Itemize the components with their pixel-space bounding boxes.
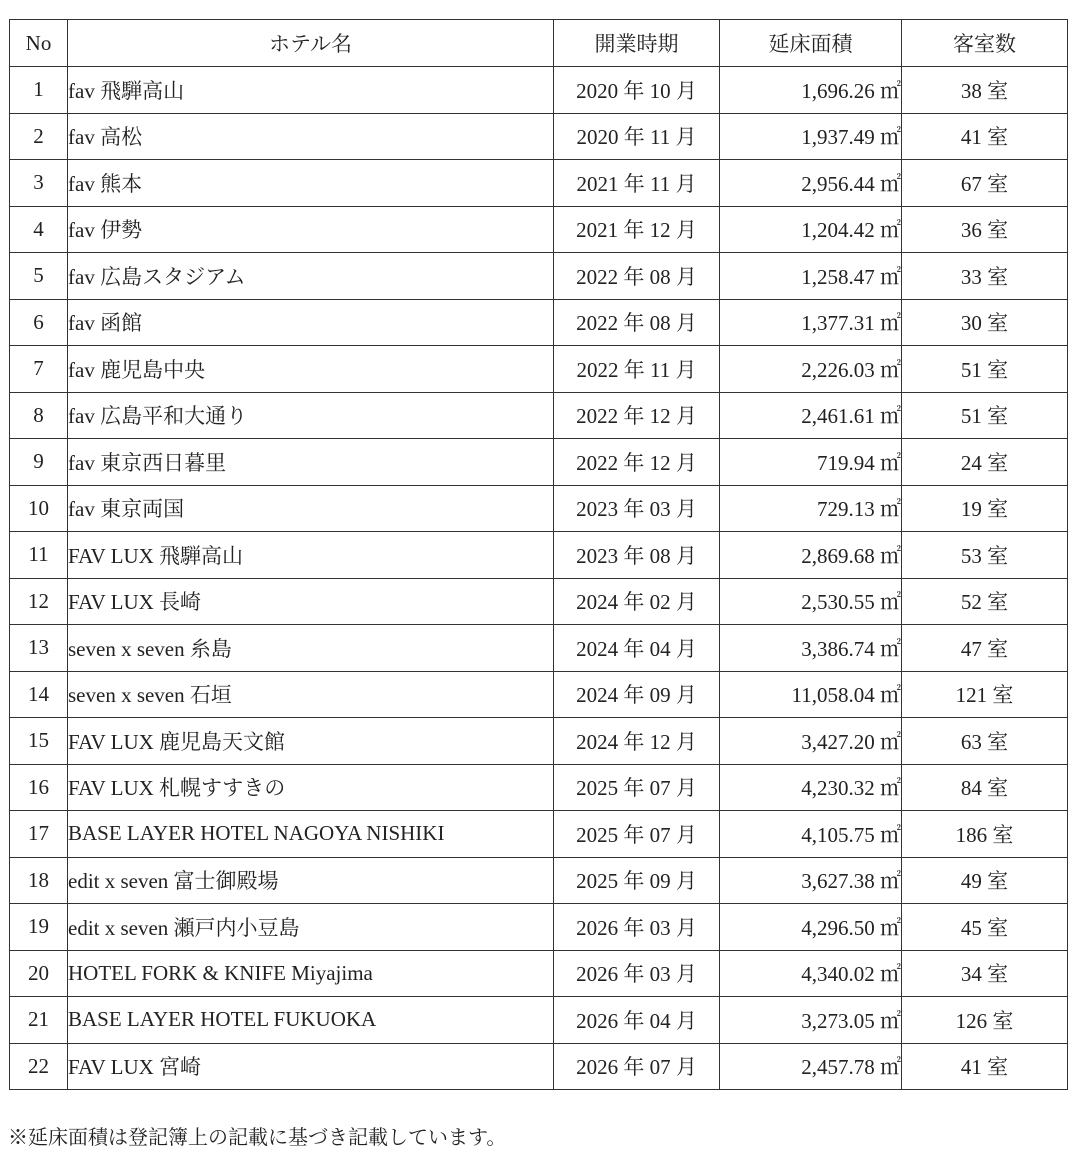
table-row xyxy=(10,811,1068,858)
table-row xyxy=(10,857,1068,904)
row-number: 20 xyxy=(10,950,68,997)
row-number: 18 xyxy=(10,857,68,904)
opening-date: 2022 年 12 月 xyxy=(554,439,720,486)
table-body xyxy=(10,67,1068,1090)
room-count: 53 室 xyxy=(902,532,1068,579)
hotel-name: fav 鹿児島中央 xyxy=(68,346,554,393)
room-count: 36 室 xyxy=(902,206,1068,253)
table-row xyxy=(10,764,1068,811)
header-floor-area: 延床面積 xyxy=(720,20,902,67)
room-count: 67 室 xyxy=(902,160,1068,207)
opening-date: 2021 年 11 月 xyxy=(554,160,720,207)
row-number: 16 xyxy=(10,764,68,811)
row-number: 22 xyxy=(10,1043,68,1090)
floor-area: 729.13 ㎡ xyxy=(720,485,902,532)
table-row xyxy=(10,67,1068,114)
floor-area: 1,937.49 ㎡ xyxy=(720,113,902,160)
table-row xyxy=(10,578,1068,625)
opening-date: 2022 年 12 月 xyxy=(554,392,720,439)
floor-area: 1,204.42 ㎡ xyxy=(720,206,902,253)
room-count: 41 室 xyxy=(902,113,1068,160)
opening-date: 2026 年 03 月 xyxy=(554,950,720,997)
opening-date: 2020 年 11 月 xyxy=(554,113,720,160)
opening-date: 2023 年 08 月 xyxy=(554,532,720,579)
table-row xyxy=(10,346,1068,393)
floor-area: 4,105.75 ㎡ xyxy=(720,811,902,858)
table-row xyxy=(10,950,1068,997)
hotel-name: fav 東京西日暮里 xyxy=(68,439,554,486)
hotel-name: fav 広島スタジアム xyxy=(68,253,554,300)
row-number: 4 xyxy=(10,206,68,253)
hotel-name: FAV LUX 札幌すすきの xyxy=(68,764,554,811)
floor-area: 1,377.31 ㎡ xyxy=(720,299,902,346)
row-number: 21 xyxy=(10,997,68,1044)
opening-date: 2024 年 12 月 xyxy=(554,718,720,765)
floor-area: 2,956.44 ㎡ xyxy=(720,160,902,207)
row-number: 7 xyxy=(10,346,68,393)
room-count: 33 室 xyxy=(902,253,1068,300)
floor-area: 4,340.02 ㎡ xyxy=(720,950,902,997)
floor-area: 3,427.20 ㎡ xyxy=(720,718,902,765)
room-count: 121 室 xyxy=(902,671,1068,718)
room-count: 126 室 xyxy=(902,997,1068,1044)
table-row xyxy=(10,160,1068,207)
room-count: 45 室 xyxy=(902,904,1068,951)
table-row xyxy=(10,625,1068,672)
opening-date: 2024 年 09 月 xyxy=(554,671,720,718)
row-number: 11 xyxy=(10,532,68,579)
room-count: 38 室 xyxy=(902,67,1068,114)
room-count: 84 室 xyxy=(902,764,1068,811)
floor-area: 11,058.04 ㎡ xyxy=(720,671,902,718)
table-row xyxy=(10,485,1068,532)
opening-date: 2025 年 07 月 xyxy=(554,764,720,811)
floor-area: 4,296.50 ㎡ xyxy=(720,904,902,951)
room-count: 63 室 xyxy=(902,718,1068,765)
opening-date: 2025 年 09 月 xyxy=(554,857,720,904)
room-count: 51 室 xyxy=(902,346,1068,393)
opening-date: 2024 年 04 月 xyxy=(554,625,720,672)
row-number: 6 xyxy=(10,299,68,346)
hotel-name: FAV LUX 長崎 xyxy=(68,578,554,625)
room-count: 30 室 xyxy=(902,299,1068,346)
hotel-name: fav 函館 xyxy=(68,299,554,346)
table-row xyxy=(10,997,1068,1044)
opening-date: 2024 年 02 月 xyxy=(554,578,720,625)
hotel-name: fav 広島平和大通り xyxy=(68,392,554,439)
table-row xyxy=(10,253,1068,300)
row-number: 5 xyxy=(10,253,68,300)
floor-area: 2,226.03 ㎡ xyxy=(720,346,902,393)
opening-date: 2023 年 03 月 xyxy=(554,485,720,532)
row-number: 10 xyxy=(10,485,68,532)
opening-date: 2020 年 10 月 xyxy=(554,67,720,114)
hotel-name: fav 熊本 xyxy=(68,160,554,207)
opening-date: 2021 年 12 月 xyxy=(554,206,720,253)
hotel-name: FAV LUX 鹿児島天文館 xyxy=(68,718,554,765)
hotel-name: edit x seven 瀬戸内小豆島 xyxy=(68,904,554,951)
header-hotel-name: ホテル名 xyxy=(68,20,554,67)
room-count: 19 室 xyxy=(902,485,1068,532)
table-row xyxy=(10,532,1068,579)
room-count: 49 室 xyxy=(902,857,1068,904)
room-count: 52 室 xyxy=(902,578,1068,625)
room-count: 24 室 xyxy=(902,439,1068,486)
floor-area: 3,627.38 ㎡ xyxy=(720,857,902,904)
row-number: 1 xyxy=(10,67,68,114)
opening-date: 2026 年 03 月 xyxy=(554,904,720,951)
table-row xyxy=(10,718,1068,765)
floor-area: 1,258.47 ㎡ xyxy=(720,253,902,300)
room-count: 186 室 xyxy=(902,811,1068,858)
row-number: 15 xyxy=(10,718,68,765)
header-room-count: 客室数 xyxy=(902,20,1068,67)
floor-area: 2,461.61 ㎡ xyxy=(720,392,902,439)
table-row xyxy=(10,299,1068,346)
hotel-name: fav 東京両国 xyxy=(68,485,554,532)
room-count: 47 室 xyxy=(902,625,1068,672)
opening-date: 2022 年 11 月 xyxy=(554,346,720,393)
row-number: 13 xyxy=(10,625,68,672)
room-count: 51 室 xyxy=(902,392,1068,439)
floor-area: 2,530.55 ㎡ xyxy=(720,578,902,625)
row-number: 12 xyxy=(10,578,68,625)
table-row xyxy=(10,439,1068,486)
row-number: 14 xyxy=(10,671,68,718)
table-row xyxy=(10,904,1068,951)
floor-area: 2,457.78 ㎡ xyxy=(720,1043,902,1090)
floor-area: 3,273.05 ㎡ xyxy=(720,997,902,1044)
header-no: No xyxy=(10,20,68,67)
hotel-name: FAV LUX 飛騨高山 xyxy=(68,532,554,579)
room-count: 41 室 xyxy=(902,1043,1068,1090)
row-number: 2 xyxy=(10,113,68,160)
hotel-name: seven x seven 糸島 xyxy=(68,625,554,672)
floor-area: 719.94 ㎡ xyxy=(720,439,902,486)
hotel-name: seven x seven 石垣 xyxy=(68,671,554,718)
row-number: 17 xyxy=(10,811,68,858)
hotel-name: edit x seven 富士御殿場 xyxy=(68,857,554,904)
footnote: ※延床面積は登記簿上の記載に基づき記載しています。 xyxy=(8,1127,507,1149)
hotel-name: HOTEL FORK & KNIFE Miyajima xyxy=(68,950,554,997)
hotel-name: fav 飛騨高山 xyxy=(68,67,554,114)
table-row xyxy=(10,392,1068,439)
table-row xyxy=(10,671,1068,718)
hotel-name: BASE LAYER HOTEL FUKUOKA xyxy=(68,997,554,1044)
floor-area: 1,696.26 ㎡ xyxy=(720,67,902,114)
hotel-name: fav 高松 xyxy=(68,113,554,160)
room-count: 34 室 xyxy=(902,950,1068,997)
hotel-name: fav 伊勢 xyxy=(68,206,554,253)
hotel-name: FAV LUX 宮崎 xyxy=(68,1043,554,1090)
floor-area: 4,230.32 ㎡ xyxy=(720,764,902,811)
table-row xyxy=(10,1043,1068,1090)
opening-date: 2022 年 08 月 xyxy=(554,299,720,346)
floor-area: 2,869.68 ㎡ xyxy=(720,532,902,579)
table-row xyxy=(10,206,1068,253)
row-number: 8 xyxy=(10,392,68,439)
row-number: 9 xyxy=(10,439,68,486)
opening-date: 2022 年 08 月 xyxy=(554,253,720,300)
hotel-name: BASE LAYER HOTEL NAGOYA NISHIKI xyxy=(68,811,554,858)
table-header-row xyxy=(10,20,1068,67)
floor-area: 3,386.74 ㎡ xyxy=(720,625,902,672)
hotel-list-table xyxy=(9,19,1068,1090)
opening-date: 2026 年 04 月 xyxy=(554,997,720,1044)
opening-date: 2025 年 07 月 xyxy=(554,811,720,858)
table-row xyxy=(10,113,1068,160)
opening-date: 2026 年 07 月 xyxy=(554,1043,720,1090)
header-opening-date: 開業時期 xyxy=(554,20,720,67)
row-number: 19 xyxy=(10,904,68,951)
row-number: 3 xyxy=(10,160,68,207)
